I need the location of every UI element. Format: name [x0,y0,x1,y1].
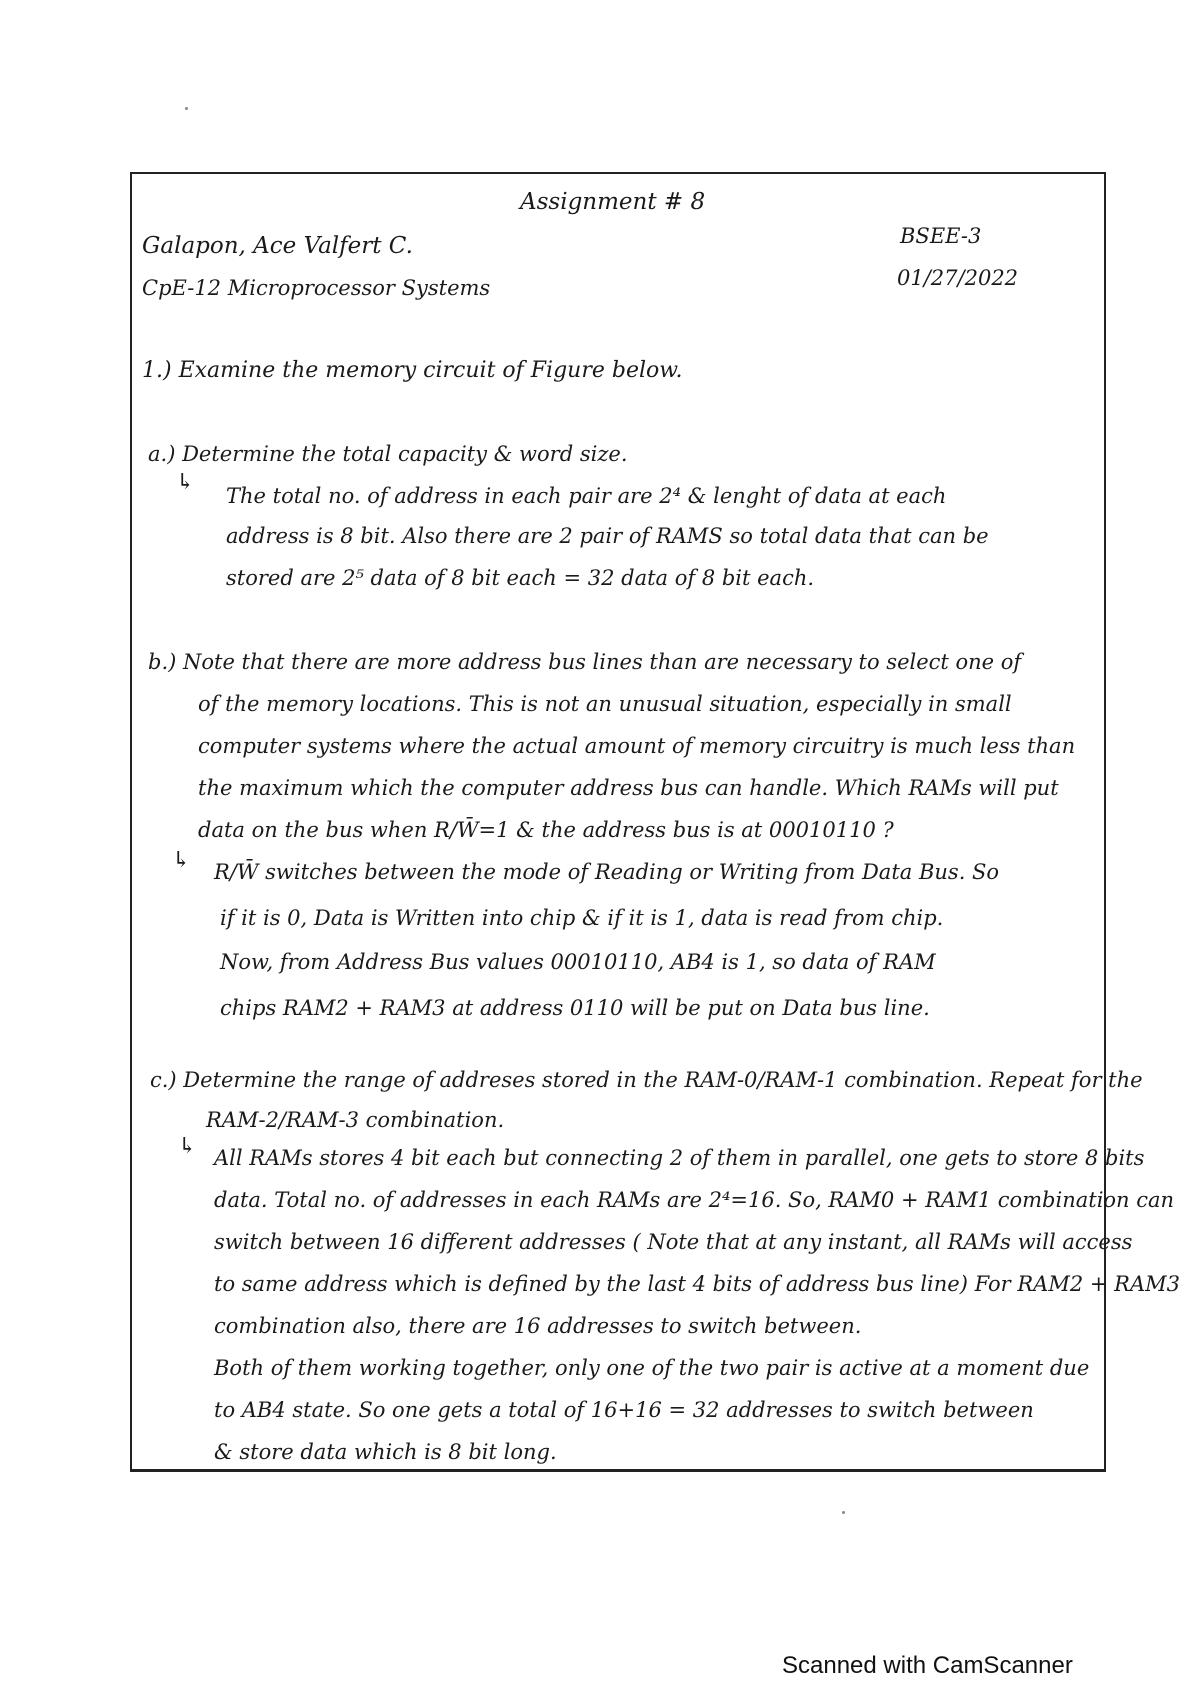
part-b-question-line: the maximum which the computer address bus can handle. Which RAMs will put [198,776,1059,800]
part-b-question-line: of the memory locations. This is not an unusual situation, especially in small [198,692,1012,716]
answer-arrow-icon: ↳ [172,848,191,873]
part-a-answer-line: stored are 2⁵ data of 8 bit each = 32 data of 8 bit each. [226,566,815,590]
part-c-answer-line: to AB4 state. So one gets a total of 16+16 = 32 addresses to switch between [214,1398,1034,1422]
section-label: BSEE-3 [900,224,982,248]
part-b-answer-line: Now, from Address Bus values 00010110, AB4 is 1, so data of RAM [220,950,936,974]
part-c-question-line: c.) Determine the range of addreses stored in the RAM-0/RAM-1 combination. Repeat for the [150,1068,1143,1092]
part-a-answer-line: The total no. of address in each pair are 2⁴ & lenght of data at each [226,484,947,508]
part-c-answer-line: to same address which is defined by the last 4 bits of address bus line) For RAM2 + RAM3 [214,1272,1180,1296]
part-c-answer-line: combination also, there are 16 addresses to switch between. [214,1314,862,1338]
part-b-answer-line: R/W̄ switches between the mode of Reading or Writing from Data Bus. So [214,860,1000,884]
part-a-question: a.) Determine the total capacity & word size. [148,442,628,466]
question-1: 1.) Examine the memory circuit of Figure below. [142,358,683,383]
course-name: CpE-12 Microprocessor Systems [142,276,491,300]
part-b-answer-line: if it is 0, Data is Written into chip & if it is 1, data is read from chip. [220,906,944,930]
part-b-answer-line: chips RAM2 + RAM3 at address 0110 will be put on Data bus line. [220,996,930,1020]
part-c-answer-line: & store data which is 8 bit long. [214,1440,557,1464]
part-c-answer-line: Both of them working together, only one of the two pair is active at a moment due [214,1356,1090,1380]
answer-arrow-icon: ↳ [178,1134,197,1159]
part-c-answer-line: data. Total no. of addresses in each RAMs are 2⁴=16. So, RAM0 + RAM1 combination can [214,1188,1175,1212]
part-b-question-line: b.) Note that there are more address bus lines than are necessary to select one of [148,650,1022,674]
assignment-title: Assignment # 8 [520,189,706,215]
part-c-answer-line: switch between 16 different addresses ( Note that at any instant, all RAMs will access [214,1230,1133,1254]
part-b-question-line: data on the bus when R/W̄=1 & the address bus is at 00010110 ? [198,818,894,842]
part-c-answer-line: All RAMs stores 4 bit each but connecting 2 of them in parallel, one gets to store 8 bits [214,1146,1145,1170]
part-b-question-line: computer systems where the actual amount of memory circuitry is much less than [198,734,1076,758]
camscanner-watermark: Scanned with CamScanner [782,1652,1073,1679]
part-a-answer-line: address is 8 bit. Also there are 2 pair of RAMS so total data that can be [226,524,989,548]
scan-speck [842,1511,845,1514]
student-name: Galapon, Ace Valfert C. [142,233,413,259]
scan-speck [185,107,188,110]
answer-arrow-icon: ↳ [176,470,195,495]
date-label: 01/27/2022 [897,266,1019,290]
part-c-question-line: RAM-2/RAM-3 combination. [206,1108,505,1132]
